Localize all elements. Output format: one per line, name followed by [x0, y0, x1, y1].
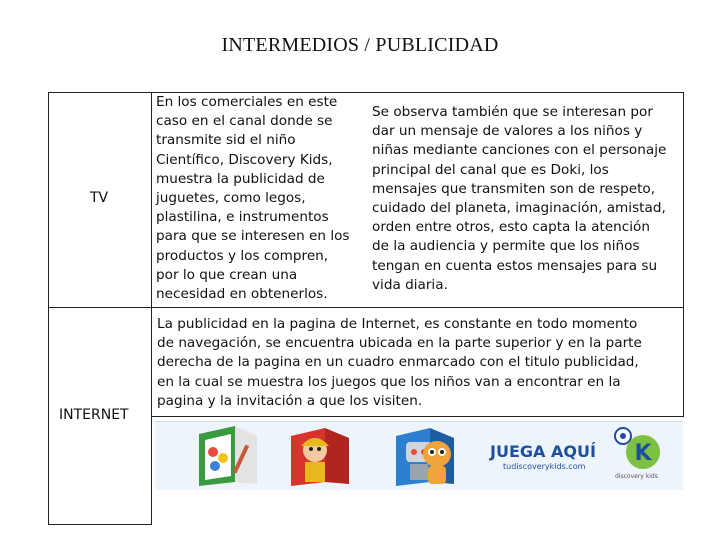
internet-text: La publicidad en la pagina de Internet, es constante en todo momento de navegación, se encuentra ubicada en la parte superior y en la parte derecha de la pagina en un cuadro enmarcado con el titulo publicidad, en la cual se muestra los juegos que los niños van a encontrar en la pagina y la invitación a que los visiten. — [157, 316, 642, 409]
internet-label: INTERNET — [59, 407, 129, 423]
fireman-game-icon[interactable] — [285, 424, 355, 488]
tv-right-text: Se observa también que se interesan por dar un mensaje de valores a los niños y niñas mediante canciones con el personaje principal del canal que es Doki, los mensajes que transmiten son de respeto, cuidado del planeta, imaginación, amistad, orden entre otros, esto capta la atención de la audiencia y permite que los niños tengan en cuenta estos mensajes para su vida diaria. — [372, 104, 667, 293]
juega-aqui-text[interactable]: JUEGA AQUÍ — [490, 442, 596, 461]
doki-mascot-icon — [415, 436, 459, 488]
logo-letter: K — [634, 441, 652, 466]
colors-game-icon[interactable] — [191, 424, 261, 488]
discovery-kids-logo-icon[interactable] — [613, 426, 667, 472]
page-title: INTERMEDIOS / PUBLICIDAD — [221, 34, 499, 56]
discovery-kids-brand-text: discovery kids — [615, 473, 658, 480]
ad-banner[interactable] — [155, 421, 683, 490]
tv-label: TV — [90, 190, 109, 206]
site-url-text[interactable]: tudiscoverykids.com — [503, 462, 586, 471]
tv-left-text: En los comerciales en este caso en el canal donde se transmite sid el niño Científico, Discovery Kids, muestra la publicidad de juguetes, como legos, plastilina, e instrumentos para que se interesen en los productos y los compren, por lo que crean una necesidad en obtenerlos. — [156, 94, 350, 303]
